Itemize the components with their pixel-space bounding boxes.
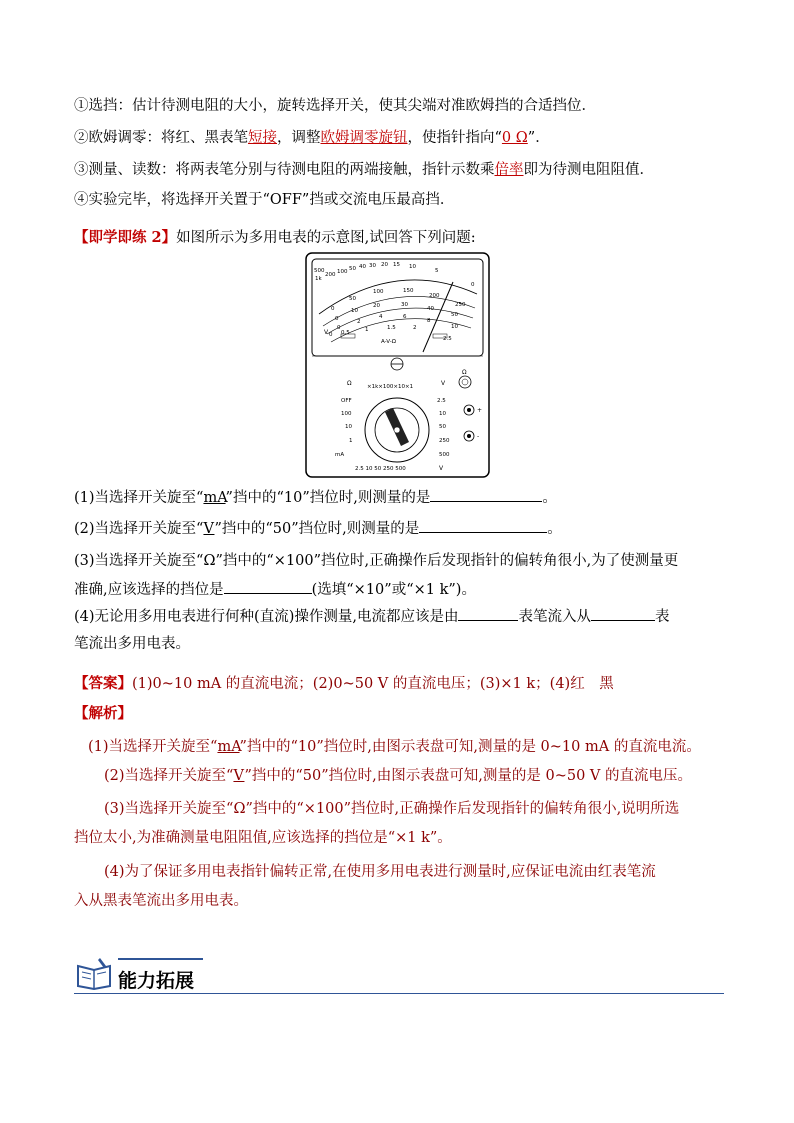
tick-label: 30 [401, 302, 408, 308]
tick-label: 40 [427, 306, 434, 312]
analysis-3-line-2: 挡位太小,为准确测量电阻阻值,应该选择的挡位是“×1 k”。 [74, 830, 452, 846]
exercise-tag: 【即学即练 2】 [74, 229, 177, 246]
answer-blank[interactable] [458, 606, 518, 621]
tick-label: 200 [429, 293, 440, 299]
tick-label: 15 [393, 262, 400, 268]
tick-label: 4 [379, 314, 383, 320]
minus-label: - [477, 433, 480, 440]
tick-label: 0 [331, 306, 335, 312]
section-rule [74, 993, 724, 994]
tick-label: 10 [451, 324, 458, 330]
highlight-term: 倍率 [494, 162, 524, 178]
tick-label: 2.5 [443, 336, 452, 342]
tick-label: 1.5 [387, 325, 396, 331]
range-label: 250 [439, 438, 450, 444]
tick-label: 5 [435, 268, 439, 274]
tick-label: 50 [451, 312, 458, 318]
plus-label: + [477, 407, 483, 414]
answer-blank[interactable] [591, 606, 655, 621]
tick-label: 0 [337, 325, 341, 331]
tick-label: 20 [373, 303, 380, 309]
v-label: V [441, 380, 446, 387]
step-4: ④实验完毕，将选择开关置于“OFF”挡或交流电压最高挡． [74, 192, 455, 208]
question-1: (1)当选择开关旋至“mA”挡中的“10”挡位时,则测量的是 。 [74, 487, 557, 508]
ma-label: mA [335, 452, 345, 458]
analysis-2: (2)当选择开关旋至“V”挡中的“50”挡位时,由图示表盘可知,测量的是 0~50 V 的直流电压。 [104, 768, 692, 784]
tick-label: 250 [455, 302, 466, 308]
question-3-line-2: 准确,应该选择的挡位是 (选填“×10”或“×1 k”)。 [74, 579, 476, 600]
tick-label: 500 [314, 268, 325, 274]
bottom-range-labels: 2.5 10 50 250 500 [355, 466, 406, 472]
tick-label: 6 [403, 314, 407, 320]
question-2: (2)当选择开关旋至“V”挡中的“50”挡位时,则测量的是 。 [74, 518, 562, 539]
tick-label: 100 [337, 269, 348, 275]
answer-text: (1)0~10 mA 的直流电流；(2)0~50 V 的直流电压；(3)×1 k；(4)红 黑 [132, 676, 614, 692]
answer-tag: 【答案】 [74, 675, 132, 692]
multimeter-figure [305, 252, 490, 478]
tick-label: 150 [403, 288, 414, 294]
answer-blank[interactable] [430, 487, 542, 502]
range-label: 2.5 [437, 398, 446, 404]
exercise-intro: 【即学即练 2】如图所示为多用电表的示意图,试回答下列问题: [74, 229, 476, 246]
tick-label: 0 [335, 316, 339, 322]
analysis-4-line-2: 入从黑表笔流出多用电表。 [74, 893, 248, 909]
tick-label: 0.5 [341, 330, 350, 336]
tick-label: 10 [409, 264, 416, 270]
v-scale-label: V [324, 329, 329, 336]
question-4-line-2: 笔流出多用电表。 [74, 636, 190, 652]
range-label: 10 [345, 424, 352, 430]
tick-label: 2 [357, 319, 361, 325]
highlight-term: 欧姆调零旋钮 [320, 130, 408, 146]
analysis-tag-line [74, 704, 132, 724]
dial-label: A-V-Ω [381, 339, 396, 345]
range-label: 1 [349, 438, 353, 444]
range-label: 10 [439, 411, 446, 417]
step-1: ①选挡：估计待测电阻的大小，旋转选择开关，使其尖端对准欧姆挡的合适挡位． [74, 98, 596, 114]
tick-label: 1k [315, 276, 322, 282]
analysis-tag: 【解析】 [74, 705, 132, 722]
answer-line [74, 674, 614, 694]
analysis-4-line-1: (4)为了保证多用电表指针偏转正常,在使用多用电表进行测量时,应保证电流由红表笔流 [104, 864, 656, 880]
tick-label: 2 [413, 325, 417, 331]
tick-label: 100 [373, 289, 384, 295]
answer-blank[interactable] [419, 518, 547, 533]
tick-label: 20 [381, 262, 388, 268]
range-label: 50 [439, 424, 446, 430]
tick-label: 30 [369, 263, 376, 269]
range-label: 500 [439, 452, 450, 458]
range-label: OFF [341, 398, 352, 404]
ohm-ranges: ×1k×100×10×1 [367, 384, 414, 390]
tick-label: 50 [349, 296, 356, 302]
v-label: V [439, 465, 444, 472]
tick-label: 8 [427, 318, 431, 324]
section-title: 能力拓展 [118, 970, 195, 992]
tick-label: 1 [365, 327, 369, 333]
ohm-adjust-label: Ω [462, 369, 467, 376]
tick-label: 40 [359, 264, 366, 270]
tick-label: 0 [471, 282, 475, 288]
tick-label: 50 [349, 266, 356, 272]
question-3-line-1: (3)当选择开关旋至“Ω”挡中的“×100”挡位时,正确操作后发现指针的偏转角很小,为了使测量更 [74, 553, 679, 569]
answer-blank[interactable] [224, 579, 312, 594]
analysis-1: (1)当选择开关旋至“mA”挡中的“10”挡位时,由图示表盘可知,测量的是 0~10 mA 的直流电流。 [88, 739, 701, 755]
section-top-rule [118, 958, 203, 960]
tick-label: 0 [329, 332, 333, 338]
highlight-term: 0 Ω [501, 130, 528, 146]
tick-label: 10 [351, 308, 358, 314]
book-icon [74, 956, 114, 990]
question-4-line-1: (4)无论用多用电表进行何种(直流)操作测量,电流都应该是由 表笔流入从 表 [74, 606, 669, 627]
range-label: 100 [341, 411, 352, 417]
highlight-term: 短接 [248, 130, 277, 146]
step-2: ②欧姆调零：将红、黑表笔短接，调整欧姆调零旋钮，使指针指向“0 Ω”． [74, 130, 550, 146]
ohm-label: Ω [347, 380, 352, 387]
tick-label: 200 [325, 272, 336, 278]
step-3: ③测量、读数：将两表笔分别与待测电阻的两端接触，指针示数乘倍率即为待测电阻阻值． [74, 162, 654, 178]
analysis-3-line-1: (3)当选择开关旋至“Ω”挡中的“×100”挡位时,正确操作后发现指针的偏转角很小,说明所选 [104, 801, 680, 817]
